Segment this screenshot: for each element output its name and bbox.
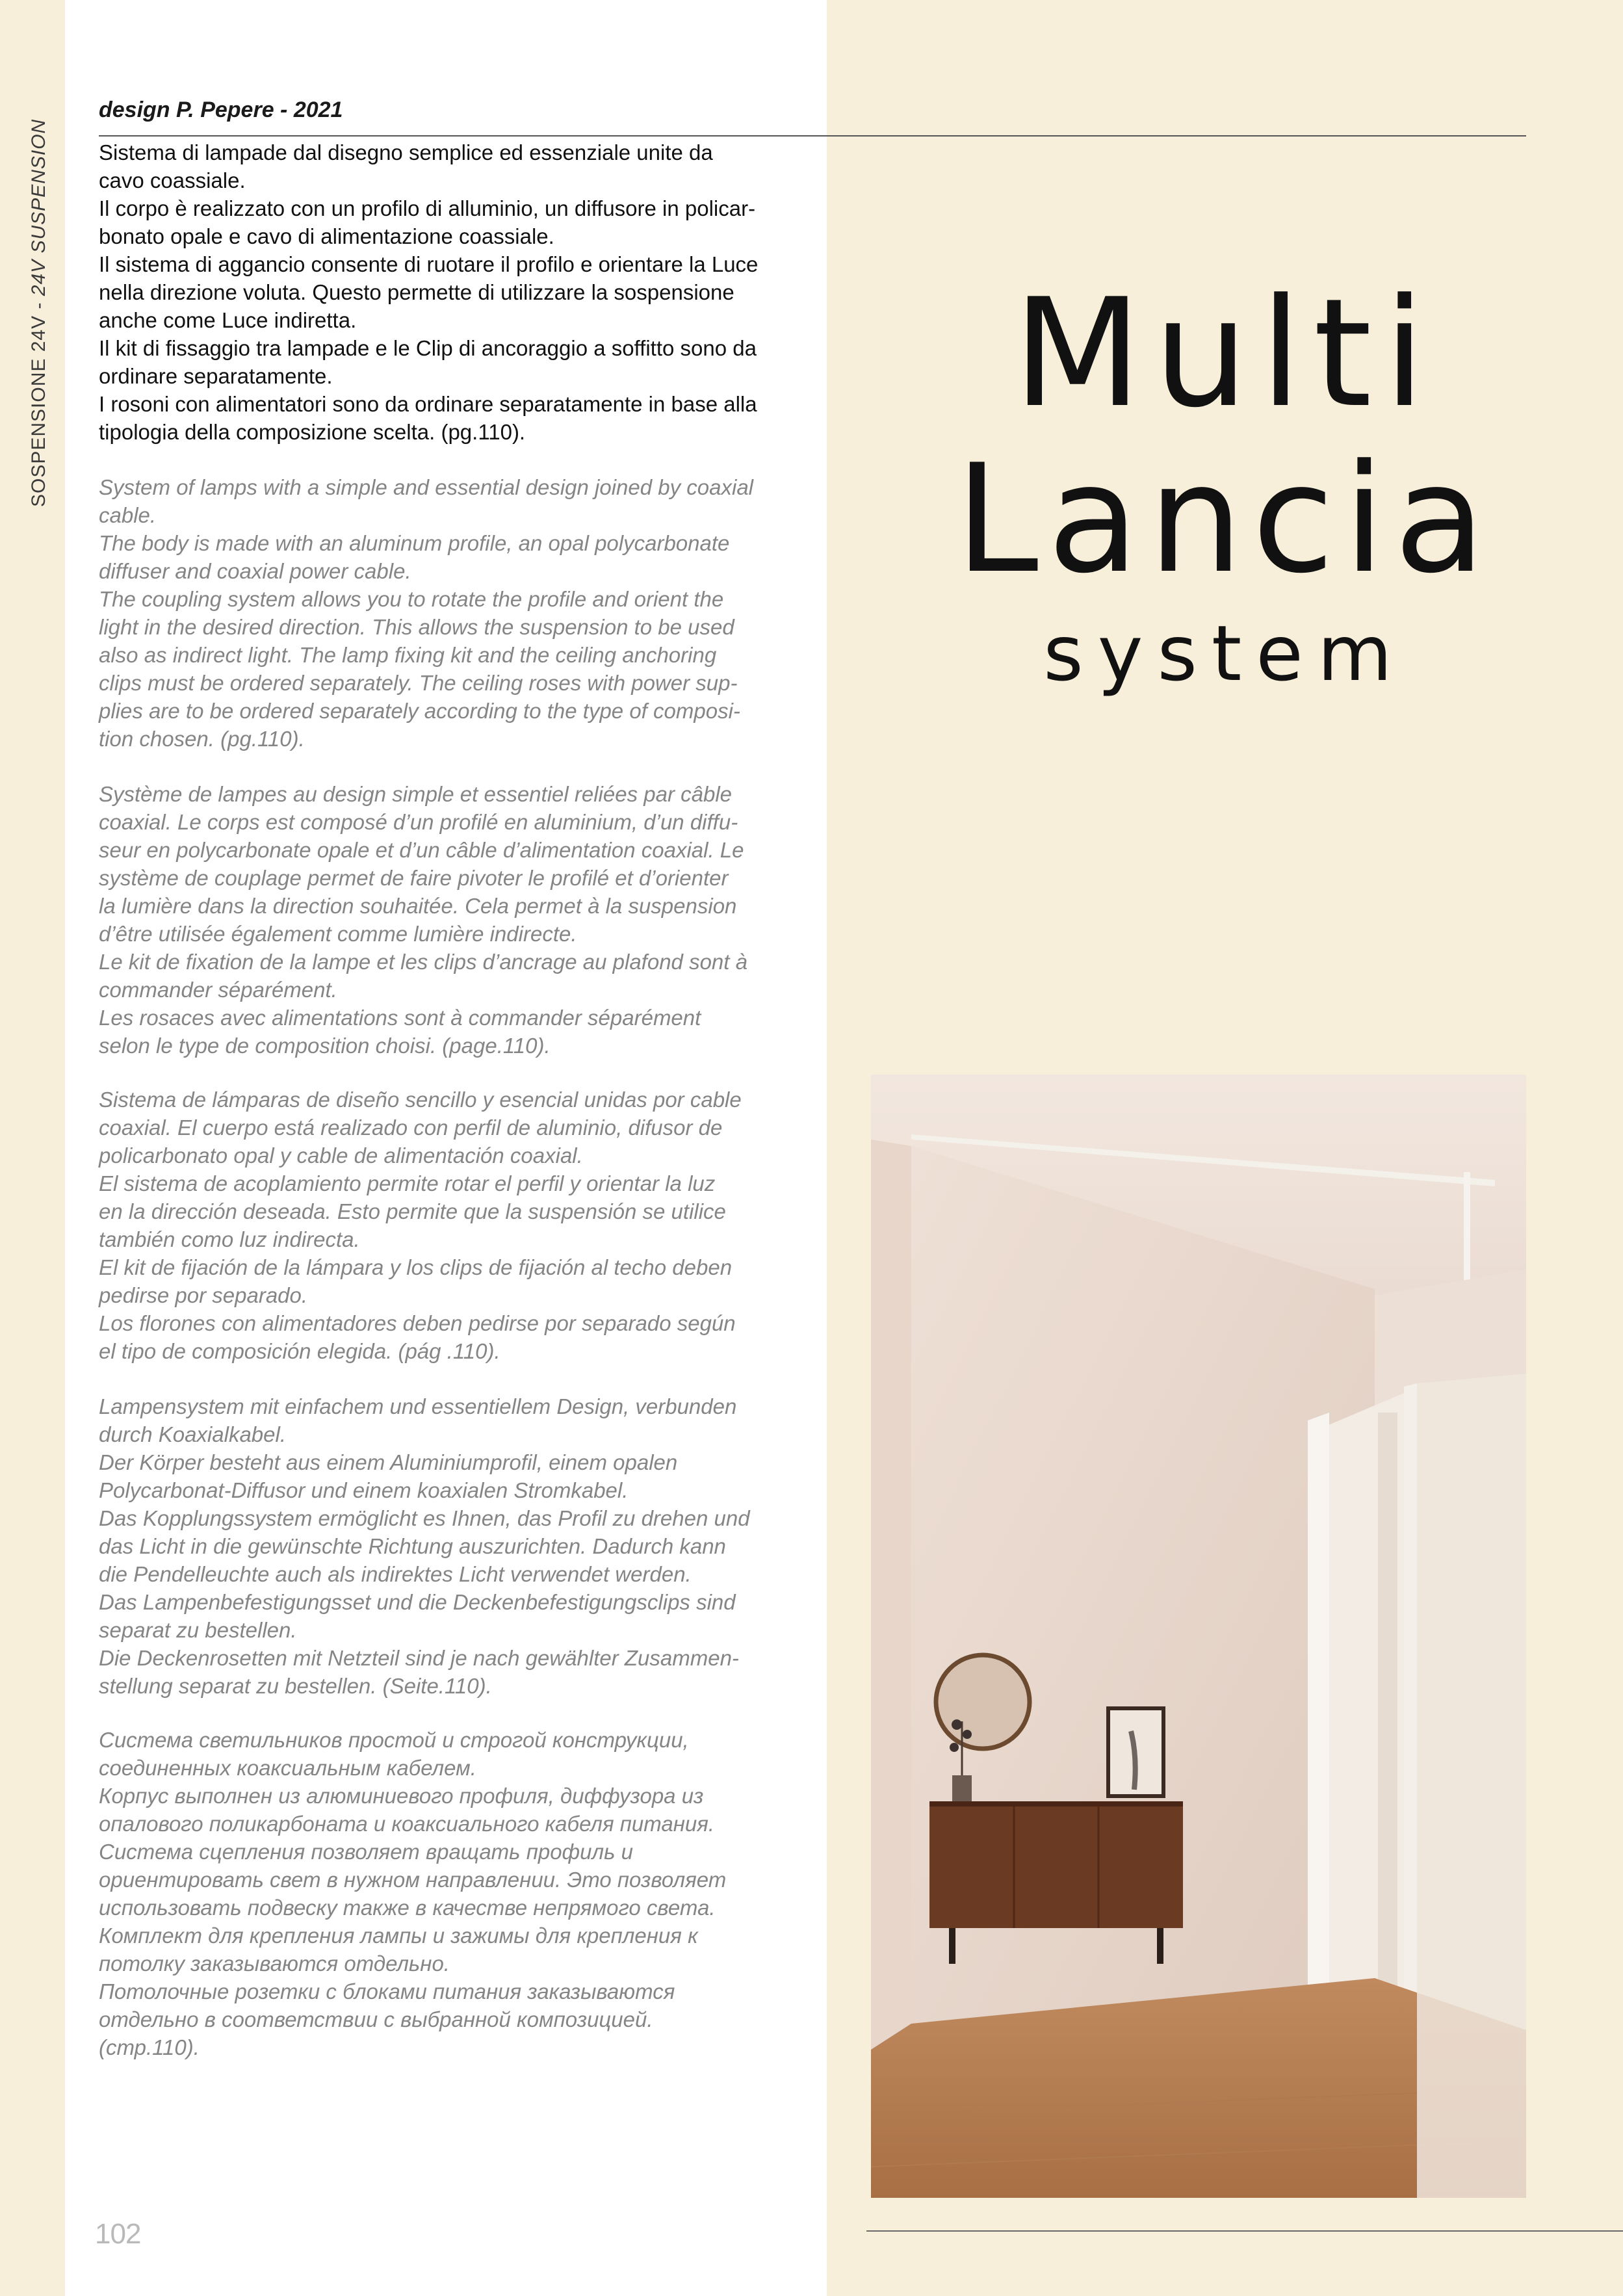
spanish-line: Los florones con alimentadores deben pedirse por separado según — [99, 1311, 736, 1335]
italian-line: I rosoni con alimentatori sono da ordinare separatamente in base alla — [99, 392, 757, 416]
italian-description — [99, 138, 801, 446]
russian-description — [99, 1726, 801, 2061]
italian-line: nella direzione voluta. Questo permette di utilizzare la sospensione — [99, 280, 734, 304]
french-line: seur en polycarbonate opale et d’un câble d’alimentation coaxial. Le — [99, 838, 744, 862]
german-description — [99, 1392, 801, 1700]
russian-line: ориентировать свет в нужном направлении. Это позволяет — [99, 1868, 727, 1892]
italian-line: anche come Luce indiretta. — [99, 308, 357, 332]
italian-line: cavo coassiale. — [99, 168, 246, 192]
russian-line: использовать подвеску также в качестве непрямого света. — [99, 1896, 716, 1920]
english-description — [99, 473, 801, 753]
english-line: light in the desired direction. This allows the suspension to be used — [99, 615, 734, 639]
product-title-line-2: Lancia — [955, 433, 1495, 607]
russian-line: Комплект для крепления лампы и зажимы для крепления к — [99, 1924, 698, 1948]
russian-line: Потолочные розетки с блоками питания заказываются — [99, 1979, 675, 2003]
french-line: d’être utilisée également comme lumière indirecte. — [99, 922, 577, 946]
french-line: selon le type de composition choisi. (page.110). — [99, 1034, 551, 1058]
interior-photo — [871, 1075, 1526, 2198]
french-line: système de couplage permet de faire pivoter le profilé et d’orienter — [99, 866, 729, 890]
spanish-line: en la dirección deseada. Esto permite que la suspensión se utilice — [99, 1199, 726, 1223]
english-line: System of lamps with a simple and essential design joined by coaxial — [99, 475, 754, 499]
english-line: cable. — [99, 503, 157, 527]
italian-line: ordinare separatamente. — [99, 364, 333, 388]
french-line: commander séparément. — [99, 978, 337, 1002]
german-line: durch Koaxialkabel. — [99, 1422, 287, 1446]
russian-line: Система сцепления позволяет вращать профиль и — [99, 1840, 633, 1864]
bottom-divider-line — [866, 2230, 1623, 2232]
design-credit: design P. Pepere - 2021 — [99, 98, 343, 122]
german-line: das Licht in die gewünschte Richtung auszurichten. Dadurch kann — [99, 1534, 726, 1558]
spanish-description — [99, 1086, 801, 1365]
english-line: The body is made with an aluminum profile, an opal polycarbonate — [99, 531, 730, 555]
french-line: la lumière dans la direction souhaitée. Cela permet à la suspension — [99, 894, 737, 918]
english-line: The coupling system allows you to rotate the profile and orient the — [99, 587, 724, 611]
french-line: Le kit de fixation de la lampe et les clips d’ancrage au plafond sont à — [99, 950, 747, 974]
italian-line: Il kit di fissaggio tra lampade e le Clip di ancoraggio a soffitto sono da — [99, 336, 757, 360]
french-line: Les rosaces avec alimentations sont à commander séparément — [99, 1006, 701, 1030]
wooden-sideboard — [929, 1801, 1183, 1928]
russian-line: опалового поликарбоната и коаксиального кабеля питания. — [99, 1812, 715, 1836]
russian-line: Система светильников простой и строгой конструкции, — [99, 1728, 689, 1752]
russian-line: потолку заказываются отдельно. — [99, 1951, 450, 1976]
side-label-italic: 24V SUSPENSION — [28, 118, 49, 296]
side-label-regular: SOSPENSIONE 24V - — [28, 296, 49, 507]
product-title-line-1: Multi — [1013, 267, 1437, 441]
page-number: 102 — [95, 2218, 141, 2250]
top-divider-line — [99, 135, 1526, 137]
german-line: Die Deckenrosetten mit Netzteil sind je nach gewählter Zusammen- — [99, 1646, 739, 1670]
french-line: Système de lampes au design simple et essentiel reliées par câble — [99, 782, 733, 806]
english-line: tion chosen. (pg.110). — [99, 727, 305, 751]
german-line: stellung separat zu bestellen. (Seite.110). — [99, 1674, 492, 1698]
english-line: also as indirect light. The lamp fixing kit and the ceiling anchoring — [99, 643, 717, 667]
italian-line: Sistema di lampade dal disegno semplice ed essenziale unite da — [99, 140, 713, 164]
spanish-line: pedirse por separado. — [99, 1283, 308, 1307]
german-line: die Pendelleuchte auch als indirektes Licht verwendet werden. — [99, 1562, 692, 1586]
spanish-line: también como luz indirecta. — [99, 1227, 360, 1251]
spanish-line: Sistema de lámparas de diseño sencillo y esencial unidas por cable — [99, 1088, 742, 1112]
german-line: Das Lampenbefestigungsset und die Deckenbefestigungsclips sind — [99, 1590, 736, 1614]
italian-line: Il sistema di aggancio consente di ruotare il profilo e orientare la Luce — [99, 252, 759, 276]
italian-line: tipologia della composizione scelta. (pg.110). — [99, 420, 526, 444]
german-line: Das Kopplungssystem ermöglicht es Ihnen, das Profil zu drehen und — [99, 1506, 750, 1530]
spanish-line: El kit de fijación de la lámpara y los clips de fijación al techo deben — [99, 1255, 733, 1279]
russian-line: отдельно в соответствии с выбранной композицией. — [99, 2007, 653, 2031]
spanish-line: el tipo de composición elegida. (pág .110). — [99, 1339, 500, 1363]
spanish-line: El sistema de acoplamiento permite rotar el perfil y orientar la luz — [99, 1171, 716, 1195]
french-line: coaxial. Le corps est composé d’un profilé en aluminium, d’un diffu- — [99, 810, 738, 834]
italian-line: bonato opale e cavo di alimentazione coassiale. — [99, 224, 554, 248]
german-line: Der Körper besteht aus einem Aluminiumprofil, einem opalen — [99, 1450, 678, 1474]
russian-line: соединенных коаксиальным кабелем. — [99, 1756, 476, 1780]
spanish-line: coaxial. El cuerpo está realizado con perfil de aluminio, difusor de — [99, 1115, 723, 1140]
german-line: separat zu bestellen. — [99, 1618, 297, 1642]
round-mirror — [936, 1655, 1030, 1749]
russian-line: (стр.110). — [99, 2035, 200, 2059]
back-wall — [911, 1146, 1375, 2069]
french-description — [99, 780, 801, 1060]
product-title-line-3: system — [1043, 608, 1407, 698]
german-line: Polycarbonat-Diffusor und einem koaxialen Stromkabel. — [99, 1478, 629, 1502]
german-line: Lampensystem mit einfachem und essentiellem Design, verbunden — [99, 1394, 737, 1418]
russian-line: Корпус выполнен из алюминиевого профиля, диффузора из — [99, 1784, 704, 1808]
english-line: clips must be ordered separately. The ceiling roses with power sup- — [99, 671, 738, 695]
italian-line: Il corpo è realizzato con un profilo di alluminio, un diffusore in policar- — [99, 196, 756, 220]
spanish-line: policarbonato opal y cable de alimentación coaxial. — [99, 1143, 583, 1168]
english-line: diffuser and coaxial power cable. — [99, 559, 411, 583]
vertical-section-label — [23, 52, 55, 507]
english-line: plies are to be ordered separately according to the type of composi- — [99, 699, 740, 723]
